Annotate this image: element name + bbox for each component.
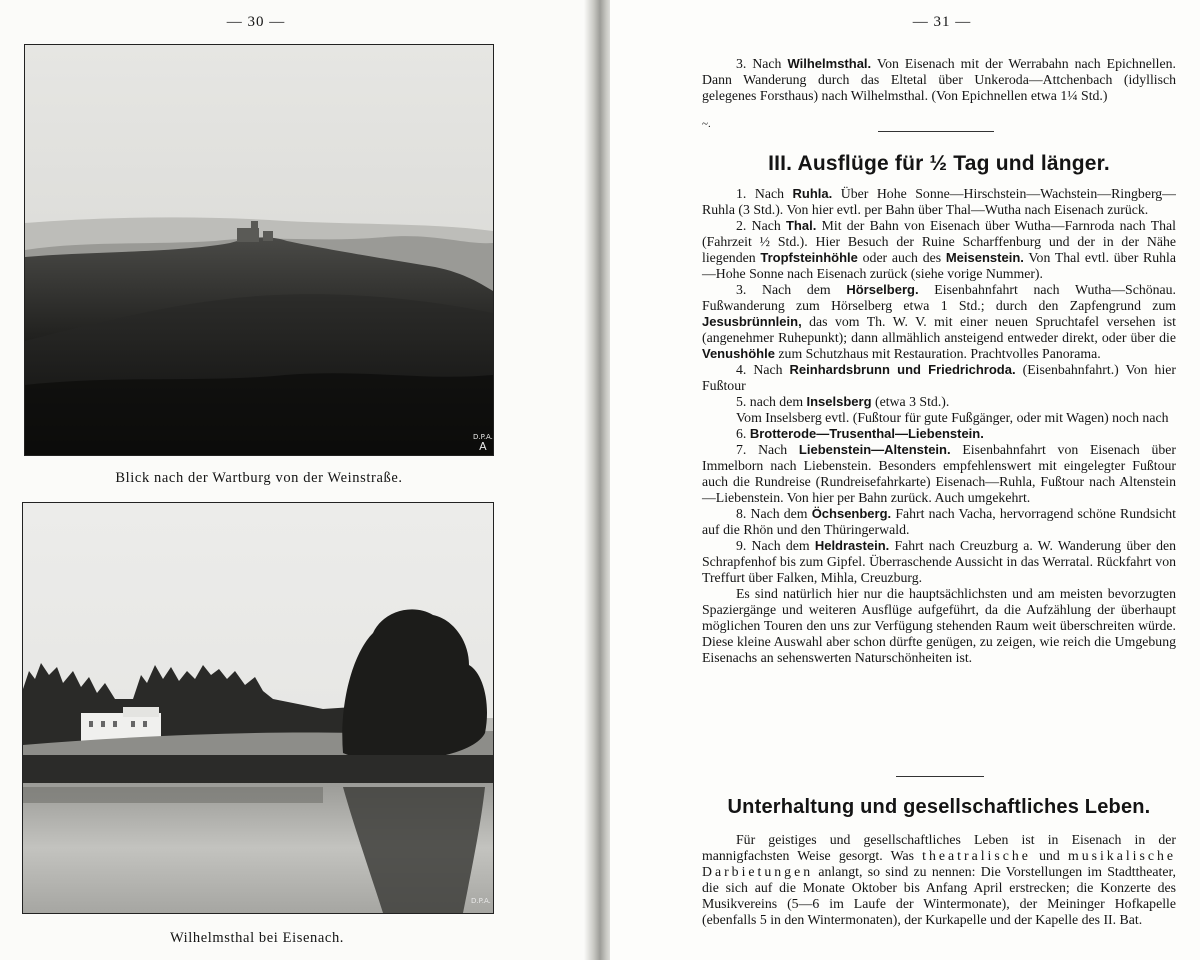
right-page xyxy=(610,0,1200,960)
list-item: 1. Nach Ruhla. Über Hohe Sonne—Hirschstein—Wachstein—Ringberg—Ruhla (3 Std.). Von hier evtl. per Bahn über Thal—Wutha nach Eisenach zurück. xyxy=(702,186,1176,217)
excursion-list xyxy=(702,186,1176,666)
photo-caption-bottom: Wilhelmsthal bei Eisenach. xyxy=(169,930,345,946)
list-item: Vom Inselsberg evtl. (Fußtour für gute Fußgänger, oder mit Wagen) noch nach xyxy=(736,410,1169,425)
photo-caption-top: Blick nach der Wartburg von der Weinstraße. xyxy=(115,470,403,486)
photo-mark-line2: A xyxy=(479,440,487,453)
list-item: 6. Brotterode—Trusenthal—Liebenstein. xyxy=(736,426,984,441)
item-place: Wilhelmsthal. xyxy=(787,56,872,71)
photo-mark-line1: D.P.A. xyxy=(473,433,493,441)
divider-rule xyxy=(878,131,994,132)
list-item: 4. Nach Reinhardsbrunn und Friedrichroda. (Eisenbahnfahrt.) Von hier Fußtour xyxy=(702,362,1177,393)
left-page xyxy=(0,0,590,960)
photo-mark-bottom: D.P.A. xyxy=(471,897,491,905)
entertainment-paragraph: Für geistiges und gesellschaftliches Leben ist in Eisenach in der mannigfachsten Weise gesorgt. Was theatralische und musikalische Darbietungen anlangt, so sind zu nennen: Die Vorstellungen im Stadttheater, die sich auf die Monate Oktober bis Anfang April erstrecken; die Konzerte des Musikvereins (5—6 im Laufe der Wintermonate), der Meininger Hofkapelle (ebenfalls 5 in den Wintermonaten), der Kurkapelle und der Kapelle des II. Bat. xyxy=(702,832,1177,927)
item-number: 3. Nach xyxy=(736,56,782,71)
section-heading-ausfluege: III. Ausflüge für ½ Tag und länger. xyxy=(768,152,1110,175)
section-heading-unterhaltung: Unterhaltung und gesellschaftliches Leben. xyxy=(727,796,1151,818)
stray-mark: ~. xyxy=(702,118,711,130)
list-item: 8. Nach dem Öchsenberg. Fahrt nach Vacha, hervorragend schöne Rundsicht auf die Rhön und den Thüringerwald. xyxy=(702,506,1176,537)
item-text: Von Eisenach mit der Werrabahn nach Epichnellen. Dann Wanderung durch das Eltetal über Unkeroda—Attchenbach (idyllisch gelegenes Forsthaus) nach Wilhelmsthal. (Von Epichnellen etwa 1¼ Std.) xyxy=(702,56,1176,103)
list-item: 3. Nach dem Hörselberg. Eisenbahnfahrt nach Wutha—Schönau. Fußwanderung zum Hörselberg etwa 1 Std.; durch den Zapfengrund zum Jesusbrünnlein, das vom Th. W. V. mit einer neuen Spruchtafel versehen ist (angenehmer Ruhepunkt); dann allmählich ansteigend entweder direkt, oder über die Venushöhle zum Schutzhaus mit Restauration. Prachtvolles Panorama. xyxy=(702,282,1176,361)
list-item: 2. Nach Thal. Mit der Bahn von Eisenach über Wutha—Farnroda nach Thal (Fahrzeit ½ Std.). Hier Besuch der Ruine Scharffenburg und der in der Nähe liegenden Tropfsteinhöhle oder auch des Meisenstein. Von Thal evtl. über Ruhla—Hohe Sonne nach Eisenach zurück (siehe vorige Nummer). xyxy=(702,218,1176,281)
photo-wilhelmsthal-icon xyxy=(22,502,494,914)
list-item: 7. Nach Liebenstein—Altenstein. Eisenbahnfahrt von Eisenach über Immelborn nach Liebenstein. Besonders empfehlenswert mit eingelegter Fußtour auch die Rundreise (Rundreisefahrkarte) Eisenach—Ruhla, Fußtour nach Altenstein—Liebenstein. Von hier per Bahn zurück. Auch umgekehrt. xyxy=(702,442,1176,505)
page-number-left: — 30 — xyxy=(226,14,286,30)
divider-rule xyxy=(896,776,984,777)
photo-wartburg-icon xyxy=(24,44,494,456)
page-number-right: — 31 — xyxy=(912,14,972,30)
list-item: 9. Nach dem Heldrastein. Fahrt nach Creuzburg a. W. Wanderung über den Schrapfenhof bis zum Gipfel. Überraschende Aussicht in das Werratal. Rückfahrt von Treffurt über Falken, Mihla, Creuzburg. xyxy=(702,538,1176,585)
item-wilhelmsthal xyxy=(702,56,1176,104)
closing-paragraph: Es sind natürlich hier nur die hauptsächlichsten und am meisten bevorzugten Spaziergänge und weiteren Ausflüge aufgeführt, da die Aufzählung der überhaupt möglichen Touren den uns zur Verfügung stehenden Raum weit überschreiten würde. Diese kleine Auswahl aber schon dürfte genügen, zu zeigen, wie reich die Umgebung Eisenachs an sehenswerten Naturschönheiten ist. xyxy=(702,586,1176,665)
list-item: 5. nach dem Inselsberg (etwa 3 Std.). xyxy=(736,394,950,409)
